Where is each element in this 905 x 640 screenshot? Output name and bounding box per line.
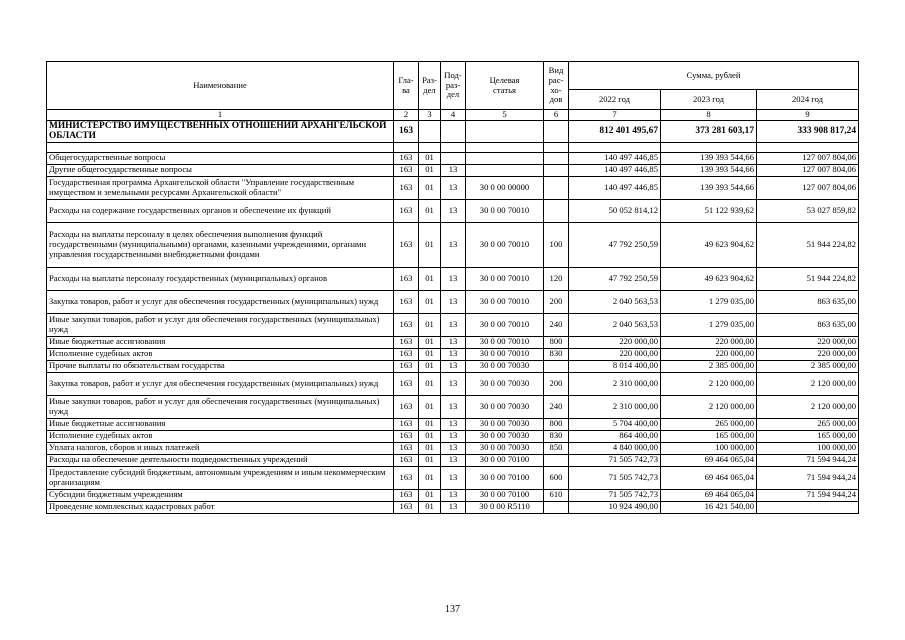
- row-sum-2023: 51 122 939,62: [661, 199, 757, 222]
- row-sum-2022: [569, 142, 661, 152]
- row-subsection: 13: [441, 442, 466, 454]
- row-sum-2022: 140 497 446,85: [569, 164, 661, 176]
- row-subsection: 13: [441, 176, 466, 199]
- row-name: Закупка товаров, работ и услуг для обеспечения государственных (муниципальных) нужд: [47, 290, 394, 313]
- row-chapter: 163: [394, 466, 419, 489]
- row-name: Закупка товаров, работ и услуг для обеспечения государственных (муниципальных) нужд: [47, 372, 394, 395]
- row-section: 01: [419, 267, 441, 290]
- row-sum-2023: 49 623 904,62: [661, 267, 757, 290]
- row-sum-2024: 51 944 224,82: [757, 222, 859, 267]
- table-row: [47, 222, 859, 267]
- row-subsection: 13: [441, 372, 466, 395]
- row-section: 01: [419, 501, 441, 513]
- row-sum-2022: 4 840 000,00: [569, 442, 661, 454]
- table-row: [47, 313, 859, 336]
- row-target: [466, 142, 544, 152]
- row-target: 30 0 00 70030: [466, 442, 544, 454]
- row-section: 01: [419, 222, 441, 267]
- row-target: 30 0 00 70010: [466, 290, 544, 313]
- row-sum-2022: 5 704 400,00: [569, 418, 661, 430]
- row-section: 01: [419, 454, 441, 466]
- row-target: 30 0 00 70030: [466, 430, 544, 442]
- row-target: [466, 152, 544, 164]
- col-number: 9: [757, 110, 859, 121]
- row-kind: [544, 152, 569, 164]
- row-sum-2024: 51 944 224,82: [757, 267, 859, 290]
- row-sum-2023: 2 120 000,00: [661, 395, 757, 418]
- row-section: 01: [419, 152, 441, 164]
- row-target: 30 0 00 70010: [466, 336, 544, 348]
- row-kind: 200: [544, 372, 569, 395]
- row-kind: 800: [544, 418, 569, 430]
- row-subsection: 13: [441, 267, 466, 290]
- row-sum-2023: 139 393 544,66: [661, 152, 757, 164]
- row-kind: [544, 454, 569, 466]
- row-sum-2024: 220 000,00: [757, 348, 859, 360]
- row-name: Общегосударственные вопросы: [47, 152, 394, 164]
- row-subsection: 13: [441, 336, 466, 348]
- row-sum-2023: 1 279 035,00: [661, 313, 757, 336]
- table-row: [47, 176, 859, 199]
- col-number: 5: [466, 110, 544, 121]
- row-sum-2023: 139 393 544,66: [661, 176, 757, 199]
- row-chapter: 163: [394, 164, 419, 176]
- row-chapter: 163: [394, 267, 419, 290]
- row-sum-2023: 220 000,00: [661, 336, 757, 348]
- col-number: 2: [394, 110, 419, 121]
- row-sum-2022: 220 000,00: [569, 336, 661, 348]
- row-subsection: 13: [441, 348, 466, 360]
- row-sum-2023: 373 281 603,17: [661, 120, 757, 142]
- row-target: 30 0 00 70100: [466, 489, 544, 501]
- row-chapter: 163: [394, 120, 419, 142]
- row-sum-2023: 16 421 540,00: [661, 501, 757, 513]
- row-sum-2023: 69 464 065,04: [661, 489, 757, 501]
- table-row: [47, 466, 859, 489]
- row-target: 30 0 00 70030: [466, 360, 544, 372]
- row-kind: 240: [544, 395, 569, 418]
- row-chapter: [394, 142, 419, 152]
- header-year-2022: 2022 год: [569, 90, 661, 110]
- row-kind: 800: [544, 336, 569, 348]
- row-target: 30 0 00 R5110: [466, 501, 544, 513]
- header-year-2023: 2023 год: [661, 90, 757, 110]
- row-chapter: 163: [394, 290, 419, 313]
- row-section: 01: [419, 489, 441, 501]
- row-sum-2022: 8 014 400,00: [569, 360, 661, 372]
- row-target: 30 0 00 70010: [466, 348, 544, 360]
- row-chapter: 163: [394, 348, 419, 360]
- row-sum-2023: 265 000,00: [661, 418, 757, 430]
- row-kind: [544, 199, 569, 222]
- header-kind: Вид рас- хо- дов: [544, 62, 569, 110]
- row-kind: [544, 360, 569, 372]
- row-chapter: 163: [394, 395, 419, 418]
- row-target: 30 0 00 70030: [466, 418, 544, 430]
- row-name: Расходы на выплаты персоналу в целях обеспечения выполнения функций государственными (муниципальными) органами, казенными учреждениями, органами управления государственными внебюджетными фондами: [47, 222, 394, 267]
- row-chapter: 163: [394, 454, 419, 466]
- row-sum-2022: 2 040 563,53: [569, 290, 661, 313]
- table-row: [47, 501, 859, 513]
- budget-table: [46, 61, 859, 514]
- table-row: [47, 360, 859, 372]
- row-sum-2022: 2 310 000,00: [569, 395, 661, 418]
- row-kind: 240: [544, 313, 569, 336]
- header-subsection: Под- раз- дел: [441, 62, 466, 110]
- row-target: 30 0 00 70030: [466, 395, 544, 418]
- row-target: 30 0 00 70010: [466, 222, 544, 267]
- table-row: [47, 152, 859, 164]
- row-subsection: 13: [441, 454, 466, 466]
- header-name: Наименование: [47, 62, 394, 110]
- row-sum-2024: 127 007 804,06: [757, 164, 859, 176]
- row-sum-2022: 47 792 250,59: [569, 222, 661, 267]
- row-name: Расходы на содержание государственных органов и обеспечение их функций: [47, 199, 394, 222]
- row-sum-2024: 71 594 944,24: [757, 489, 859, 501]
- row-sum-2024: 53 027 859,82: [757, 199, 859, 222]
- row-section: 01: [419, 313, 441, 336]
- row-section: 01: [419, 348, 441, 360]
- row-sum-2022: 812 401 495,67: [569, 120, 661, 142]
- row-subsection: 13: [441, 360, 466, 372]
- row-sum-2022: 220 000,00: [569, 348, 661, 360]
- row-section: 01: [419, 176, 441, 199]
- row-sum-2023: 2 120 000,00: [661, 372, 757, 395]
- row-kind: [544, 176, 569, 199]
- row-subsection: 13: [441, 501, 466, 513]
- row-chapter: 163: [394, 222, 419, 267]
- header-target: Целевая статья: [466, 62, 544, 110]
- row-sum-2024: 265 000,00: [757, 418, 859, 430]
- table-row: [47, 348, 859, 360]
- row-sum-2024: 863 635,00: [757, 290, 859, 313]
- table-row: [47, 454, 859, 466]
- table-row: [47, 430, 859, 442]
- row-section: 01: [419, 372, 441, 395]
- col-number: 7: [569, 110, 661, 121]
- row-sum-2024: 71 594 944,24: [757, 466, 859, 489]
- row-sum-2024: 71 594 944,24: [757, 454, 859, 466]
- row-section: 01: [419, 360, 441, 372]
- row-subsection: 13: [441, 418, 466, 430]
- row-name: Расходы на обеспечение деятельности подведомственных учреждений: [47, 454, 394, 466]
- row-chapter: 163: [394, 501, 419, 513]
- row-sum-2023: 49 623 904,62: [661, 222, 757, 267]
- row-name: Прочие выплаты по обязательствам государства: [47, 360, 394, 372]
- col-number: 4: [441, 110, 466, 121]
- row-section: 01: [419, 442, 441, 454]
- row-sum-2022: 71 505 742,73: [569, 454, 661, 466]
- col-number: 1: [47, 110, 394, 121]
- row-target: 30 0 00 70010: [466, 267, 544, 290]
- row-name: Исполнение судебных актов: [47, 430, 394, 442]
- row-target: 30 0 00 70100: [466, 466, 544, 489]
- row-section: 01: [419, 336, 441, 348]
- row-chapter: 163: [394, 199, 419, 222]
- table-row: [47, 372, 859, 395]
- row-section: 01: [419, 430, 441, 442]
- row-target: [466, 164, 544, 176]
- row-section: 01: [419, 164, 441, 176]
- row-subsection: 13: [441, 199, 466, 222]
- row-section: 01: [419, 395, 441, 418]
- row-name: Другие общегосударственные вопросы: [47, 164, 394, 176]
- header-sum: Сумма, рублей: [569, 62, 859, 90]
- row-sum-2022: 864 400,00: [569, 430, 661, 442]
- row-section: [419, 120, 441, 142]
- row-sum-2022: 47 792 250,59: [569, 267, 661, 290]
- table-row: [47, 164, 859, 176]
- row-sum-2024: 220 000,00: [757, 336, 859, 348]
- row-kind: 830: [544, 348, 569, 360]
- column-number-row: [47, 110, 859, 121]
- row-kind: [544, 120, 569, 142]
- row-kind: 830: [544, 430, 569, 442]
- col-number: 8: [661, 110, 757, 121]
- row-subsection: 13: [441, 222, 466, 267]
- row-subsection: 13: [441, 489, 466, 501]
- table-row: [47, 418, 859, 430]
- row-sum-2022: 2 040 563,53: [569, 313, 661, 336]
- row-chapter: 163: [394, 152, 419, 164]
- row-kind: 850: [544, 442, 569, 454]
- row-sum-2022: 2 310 000,00: [569, 372, 661, 395]
- row-chapter: 163: [394, 442, 419, 454]
- row-target: 30 0 00 70010: [466, 199, 544, 222]
- row-subsection: [441, 142, 466, 152]
- row-subsection: [441, 152, 466, 164]
- row-sum-2023: 139 393 544,66: [661, 164, 757, 176]
- row-target: 30 0 00 00000: [466, 176, 544, 199]
- row-sum-2024: [757, 142, 859, 152]
- header-chapter: Гла- ва: [394, 62, 419, 110]
- row-subsection: [441, 120, 466, 142]
- row-subsection: 13: [441, 395, 466, 418]
- row-section: 01: [419, 199, 441, 222]
- row-sum-2024: 165 000,00: [757, 430, 859, 442]
- row-name: [47, 142, 394, 152]
- table-row: [47, 442, 859, 454]
- row-sum-2022: 71 505 742,73: [569, 489, 661, 501]
- row-sum-2024: 127 007 804,06: [757, 176, 859, 199]
- row-name: Исполнение судебных актов: [47, 348, 394, 360]
- row-chapter: 163: [394, 418, 419, 430]
- row-kind: [544, 164, 569, 176]
- row-section: 01: [419, 290, 441, 313]
- row-name: Государственная программа Архангельской области "Управление государственным имуществом и земельными ресурсами Архангельской области": [47, 176, 394, 199]
- row-sum-2024: 333 908 817,24: [757, 120, 859, 142]
- row-sum-2022: 140 497 446,85: [569, 152, 661, 164]
- row-subsection: 13: [441, 466, 466, 489]
- row-sum-2022: 10 924 490,00: [569, 501, 661, 513]
- row-sum-2024: 127 007 804,06: [757, 152, 859, 164]
- table-row: [47, 290, 859, 313]
- row-sum-2023: [661, 142, 757, 152]
- row-sum-2023: 100 000,00: [661, 442, 757, 454]
- row-name: Расходы на выплаты персоналу государственных (муниципальных) органов: [47, 267, 394, 290]
- table-row: [47, 199, 859, 222]
- row-sum-2024: 100 000,00: [757, 442, 859, 454]
- row-kind: 100: [544, 222, 569, 267]
- row-subsection: 13: [441, 164, 466, 176]
- row-kind: 600: [544, 466, 569, 489]
- row-target: 30 0 00 70030: [466, 372, 544, 395]
- row-target: [466, 120, 544, 142]
- row-chapter: 163: [394, 489, 419, 501]
- row-sum-2023: 69 464 065,04: [661, 454, 757, 466]
- row-subsection: 13: [441, 290, 466, 313]
- row-sum-2024: 2 120 000,00: [757, 395, 859, 418]
- row-chapter: 163: [394, 336, 419, 348]
- col-number: 6: [544, 110, 569, 121]
- table-row: [47, 142, 859, 152]
- table-row: [47, 395, 859, 418]
- header-year-2024: 2024 год: [757, 90, 859, 110]
- row-chapter: 163: [394, 430, 419, 442]
- row-kind: 200: [544, 290, 569, 313]
- row-sum-2023: 1 279 035,00: [661, 290, 757, 313]
- row-section: 01: [419, 418, 441, 430]
- row-subsection: 13: [441, 313, 466, 336]
- row-sum-2023: 165 000,00: [661, 430, 757, 442]
- row-target: 30 0 00 70100: [466, 454, 544, 466]
- row-sum-2022: 140 497 446,85: [569, 176, 661, 199]
- table-row: [47, 267, 859, 290]
- table-row: [47, 120, 859, 142]
- row-chapter: 163: [394, 372, 419, 395]
- row-kind: 120: [544, 267, 569, 290]
- table-row: [47, 489, 859, 501]
- row-chapter: 163: [394, 176, 419, 199]
- col-number: 3: [419, 110, 441, 121]
- row-name: Субсидии бюджетным учреждениям: [47, 489, 394, 501]
- row-name: МИНИСТЕРСТВО ИМУЩЕСТВЕННЫХ ОТНОШЕНИЙ АРХАНГЕЛЬСКОЙ ОБЛАСТИ: [47, 120, 394, 142]
- row-kind: 610: [544, 489, 569, 501]
- row-name: Предоставление субсидий бюджетным, автономным учреждениям и иным некоммерческим организациям: [47, 466, 394, 489]
- row-sum-2024: 863 635,00: [757, 313, 859, 336]
- row-name: Иные бюджетные ассигнования: [47, 418, 394, 430]
- row-sum-2023: 69 464 065,04: [661, 466, 757, 489]
- page-number: 137: [445, 604, 460, 615]
- row-kind: [544, 142, 569, 152]
- row-name: Иные бюджетные ассигнования: [47, 336, 394, 348]
- table-row: [47, 336, 859, 348]
- row-section: 01: [419, 466, 441, 489]
- row-sum-2024: 2 385 000,00: [757, 360, 859, 372]
- row-name: Иные закупки товаров, работ и услуг для обеспечения государственных (муниципальных) нужд: [47, 313, 394, 336]
- row-sum-2024: 2 120 000,00: [757, 372, 859, 395]
- row-target: 30 0 00 70010: [466, 313, 544, 336]
- row-name: Уплата налогов, сборов и иных платежей: [47, 442, 394, 454]
- row-name: Проведение комплексных кадастровых работ: [47, 501, 394, 513]
- row-chapter: 163: [394, 313, 419, 336]
- header-section: Раз- дел: [419, 62, 441, 110]
- row-sum-2024: [757, 501, 859, 513]
- row-subsection: 13: [441, 430, 466, 442]
- row-sum-2023: 2 385 000,00: [661, 360, 757, 372]
- row-chapter: 163: [394, 360, 419, 372]
- row-section: [419, 142, 441, 152]
- row-sum-2022: 71 505 742,73: [569, 466, 661, 489]
- row-sum-2022: 50 052 814,12: [569, 199, 661, 222]
- row-name: Иные закупки товаров, работ и услуг для обеспечения государственных (муниципальных) нужд: [47, 395, 394, 418]
- row-sum-2023: 220 000,00: [661, 348, 757, 360]
- row-kind: [544, 501, 569, 513]
